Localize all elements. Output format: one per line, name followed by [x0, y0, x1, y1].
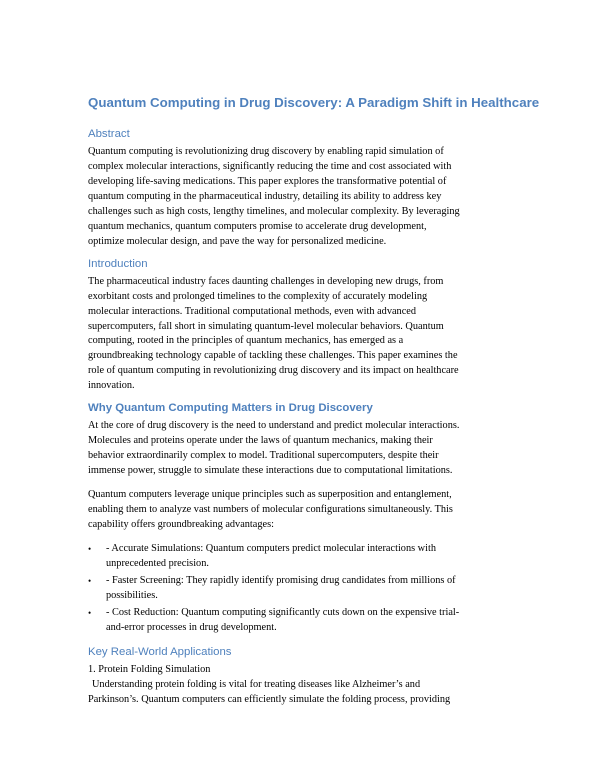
why-matters-heading: Why Quantum Computing Matters in Drug Discovery [88, 402, 373, 415]
introduction-line: exorbitant costs and prolonged timelines to the complexity of accurately modeling [88, 290, 428, 302]
introduction-line: groundbreaking technology capable of tackling these challenges. This paper examines the [88, 350, 458, 362]
abstract-line: Quantum computing is revolutionizing drug discovery by enabling rapid simulation of [88, 146, 444, 157]
application-line: Parkinson’s. Quantum computers can efficiently simulate the folding process, providing [88, 693, 451, 705]
why-matters-line: enabling them to analyze vast numbers of molecular configurations simultaneously. This [88, 504, 453, 516]
abstract-heading: Abstract [88, 128, 130, 140]
abstract-line: quantum mechanics, quantum computers promise to accelerate drug development, [88, 220, 427, 232]
list-item-line: unprecedented precision. [106, 557, 209, 569]
bullet-icon: • [88, 607, 92, 618]
list-item-line: and-error processes in drug development. [106, 621, 277, 633]
list-item [88, 606, 518, 636]
why-matters-line: Molecules and proteins operate under the laws of quantum mechanics, making their [88, 435, 433, 447]
why-matters-paragraph-1 [88, 419, 518, 479]
applications-heading: Key Real-World Applications [88, 645, 232, 658]
document-title: Quantum Computing in Drug Discovery: A Paradigm Shift in Healthcare [88, 95, 540, 110]
why-matters-line: behavior extraordinarily complex to model. Traditional supercomputers, despite their [88, 450, 439, 462]
why-matters-paragraph-2 [88, 488, 518, 533]
application-item-title: 1. Protein Folding Simulation [88, 663, 211, 675]
why-matters-line: At the core of drug discovery is the need to understand and predict molecular interactions. [88, 420, 460, 432]
applications-paragraph [88, 663, 518, 708]
document-page [88, 94, 540, 708]
introduction-line: computing, rooted in the principles of quantum mechanics, has emerged as a [88, 335, 404, 347]
list-item [88, 574, 518, 604]
abstract-line: complex molecular interactions, significantly reducing the time and cost associated with [88, 160, 452, 172]
abstract-paragraph [88, 145, 518, 250]
why-matters-line: Quantum computers leverage unique principles such as superposition and entanglement, [88, 489, 452, 501]
introduction-line: innovation. [88, 380, 135, 392]
list-item-line: - Faster Screening: They rapidly identify promising drug candidates from millions of [106, 574, 456, 586]
why-matters-line: capability offers groundbreaking advantages: [88, 519, 274, 531]
abstract-line: challenges such as high costs, lengthy timelines, and molecular complexity. By leveraging [88, 205, 460, 217]
application-line: Understanding protein folding is vital for treating diseases like Alzheimer’s and [92, 678, 421, 690]
introduction-line: molecular interactions. Traditional computational methods, even with advanced [88, 305, 416, 317]
bullet-icon: • [88, 575, 92, 586]
list-item-line: - Accurate Simulations: Quantum computers predict molecular interactions with [106, 542, 436, 554]
list-item-line: possibilities. [106, 589, 158, 601]
abstract-line: quantum computing in the pharmaceutical industry, detailing its ability to address key [88, 190, 442, 202]
introduction-heading: Introduction [88, 257, 148, 270]
introduction-line: supercomputers, fall short in simulating quantum-level molecular behaviors. Quantum [88, 320, 444, 332]
introduction-line: The pharmaceutical industry faces daunting challenges in developing new drugs, from [88, 275, 444, 287]
introduction-line: role of quantum computing in revolutionizing drug discovery and its impact on healthcare [88, 365, 459, 377]
why-matters-line: immense power, struggle to simulate these interactions due to computational limitations. [88, 465, 453, 477]
introduction-paragraph [88, 275, 518, 395]
list-item-line: - Cost Reduction: Quantum computing significantly cuts down on the expensive trial- [106, 606, 460, 618]
abstract-line: developing life-saving medications. This paper explores the transformative potential of [88, 175, 447, 187]
bullet-icon: • [88, 543, 92, 554]
abstract-line: optimize molecular design, and pave the way for personalized medicine. [88, 235, 387, 247]
list-item [88, 542, 518, 572]
advantages-list [88, 542, 518, 636]
